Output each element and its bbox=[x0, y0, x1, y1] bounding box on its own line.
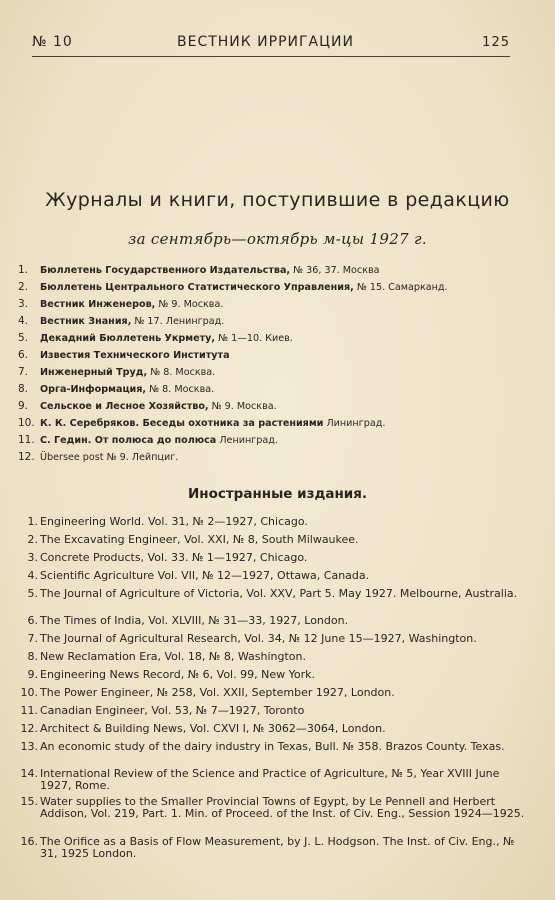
list-item: 7. Инженерный Труд, № 8. Москва. bbox=[18, 366, 216, 378]
list-item: 9. Сельское и Лесное Хозяйство, № 9. Москва. bbox=[18, 400, 277, 412]
page-title: Журналы и книги, поступившие в редакцию bbox=[45, 189, 510, 211]
list-item: 6. Известия Технического Института bbox=[18, 349, 230, 361]
list-item: 5. Декадний Бюллетень Укрмету, № 1—10. Киев. bbox=[18, 332, 293, 344]
page-subtitle: за сентябрь—октябрь м-цы 1927 г. bbox=[128, 230, 427, 248]
list-item: 8. Орга-Информация, № 8. Москва. bbox=[18, 383, 215, 395]
page: № 10 ВЕСТНИК ИРРИГАЦИИ 125 Журналы и книги, поступившие в редакцию за сентябрь—октябрь м-цы 1927 г. 1. Бюллетень Государственного Издательства, № 36, 37. Москва 2. Бюллетень Центрального Статистического Управления, № 15. Самарканд. 3. Вестник Инженеров, № 9. Москва. 4. Вестник Знания, № 17. Ленинград. 5. Декадний Бюллетень Укрмету, № 1—10. Киев. 6. Известия Технического Института 7. Инженерный Труд, № 8. Москва. 8. Орга-Информация, № 8. Москва. 9. Сельское и Лесное Хозяйство, № 9. Москва. 10. К. К. Серебряков. Беседы охотника за растениями Лининград. 11. С. Гедин. От полюса до полюса Ленинград. 12. Übersee post № 9. Лейпциг. Иностранные издания. 1. Engineering World. Vol. 31, № 2—1927, Chicago. 2. The Excavating Engineer, Vol. XXI, № 8, South Milwaukee. 3. Concrete Products, Vol. 33. № 1—1927, Chicago. 4. Scientific Agriculture Vol. VII, № 12—1927, Ottawa, Canada. 5. The Journal of Agriculture of Victoria, Vol. XXV, Part 5. May 1927. Melbourne, Australia. 6. The Times of India, Vol. XLVIII, № 31—33, 1927, London. 7. The Journal of Agricultural Research, Vol. 34, № 12 June 15—1927, Washington. 8. New Reclamation Era, Vol. 18, № 8, Washington. 9. Engineering News Record, № 6, Vol. 99, New York. 10. The Power Engineer, № 258, Vol. XXII, September 1927, London. 11. Canadian Engineer, Vol. 53, № 7—1927, Toronto 12. Architect & Building News, Vol. CXVI I, № 3062—3064, London. 13. An economic study of the dairy industry in Texas, Bull. № 358. Brazos County. Texas. 14. International Review of the Science and Practice of Agriculture, № 5, Year XVIII June 1927, Rome. 15. Water supplies to the Smaller Provincial Towns of Egypt, by Le Pennell and Herbert Addison, Vol. 219, Part. 1. Min. of Proceed. of the Inst. of Civ. Eng., Session 1924—1925. 16. The Orifice as a Basis of Flow Measurement, by J. L. Hodgson. The Inst. of Civ. Eng., № 31, 1925 London. bbox=[0, 0, 555, 900]
list-item: 11. С. Гедин. От полюса до полюса Ленинград. bbox=[18, 434, 278, 446]
list-item: 3. Вестник Инженеров, № 9. Москва. bbox=[18, 298, 224, 310]
page-number: 125 bbox=[482, 35, 510, 50]
list-item: 1. Бюллетень Государственного Издательства, № 36, 37. Москва bbox=[18, 264, 380, 276]
list-item: 4. Вестник Знания, № 17. Ленинград. bbox=[18, 315, 225, 327]
list-item: 12. Übersee post № 9. Лейпциг. bbox=[18, 451, 179, 463]
list-item: 10. К. К. Серебряков. Беседы охотника за растениями Лининград. bbox=[18, 417, 386, 429]
section-title: Иностранные издания. bbox=[187, 486, 368, 502]
journal-title: ВЕСТНИК ИРРИГАЦИИ bbox=[177, 34, 354, 50]
list-item: 2. Бюллетень Центрального Статистического Управления, № 15. Самарканд. bbox=[18, 281, 448, 293]
issue-number: № 10 bbox=[32, 34, 73, 50]
running-header bbox=[32, 34, 510, 57]
